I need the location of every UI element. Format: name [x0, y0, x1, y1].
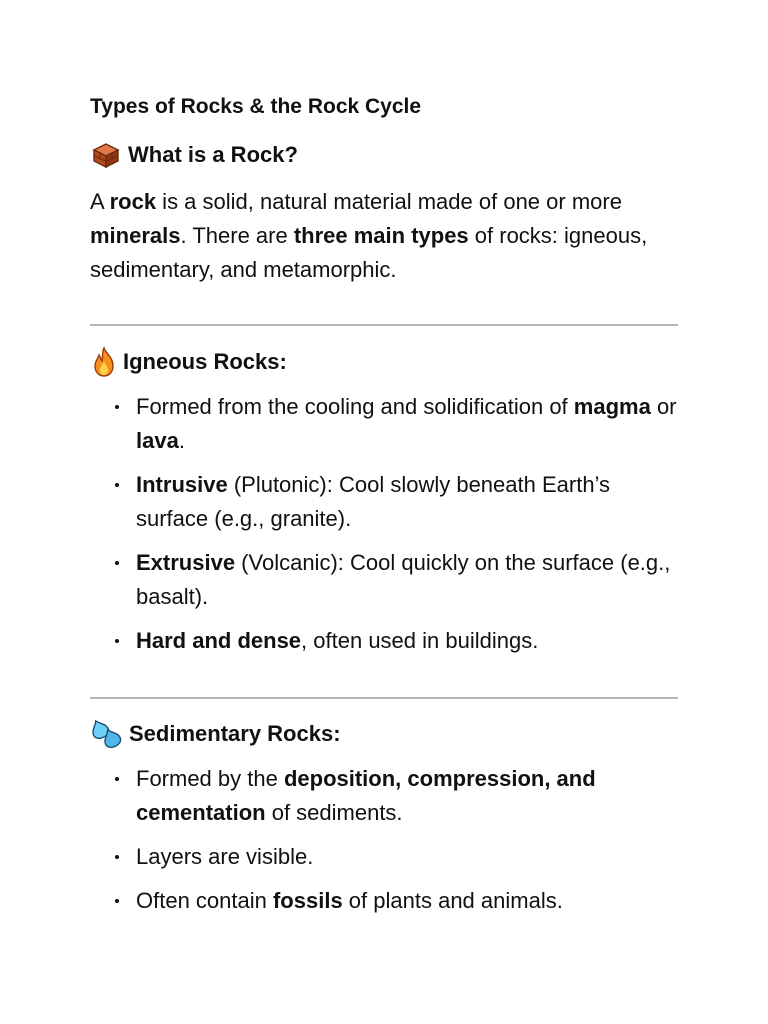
list-item: Hard and dense, often used in buildings. [90, 624, 680, 658]
list-item: Extrusive (Volcanic): Cool quickly on the surface (e.g., basalt). [90, 546, 680, 614]
list-item: Layers are visible. [90, 840, 680, 874]
droplets-icon [90, 718, 122, 750]
section-heading-what-is-rock [90, 139, 298, 171]
section-divider [90, 697, 678, 699]
list-item: Formed by the deposition, compression, and cementation of sediments. [90, 762, 680, 830]
heading-text: What is a Rock? [128, 142, 298, 167]
fire-icon [90, 346, 118, 378]
rock-definition-paragraph: A rock is a solid, natural material made of one or more minerals. There are three main types of rocks: igneous, sedimentary, and metamorphic. [90, 189, 648, 282]
list-item: Intrusive (Plutonic): Cool slowly beneath Earth’s surface (e.g., granite). [90, 468, 680, 536]
heading-text: Sedimentary Rocks: [129, 721, 341, 746]
brick-icon [90, 139, 122, 171]
section-heading-sedimentary [90, 718, 341, 750]
sedimentary-bullet-list [90, 762, 680, 928]
heading-text: Igneous Rocks: [123, 349, 287, 374]
section-divider [90, 324, 678, 326]
list-item: Formed from the cooling and solidification of magma or lava. [90, 390, 680, 458]
document-title: Types of Rocks & the Rock Cycle [90, 95, 422, 118]
section-heading-igneous [90, 346, 287, 378]
igneous-bullet-list [90, 390, 680, 668]
list-item: Often contain fossils of plants and animals. [90, 884, 680, 918]
